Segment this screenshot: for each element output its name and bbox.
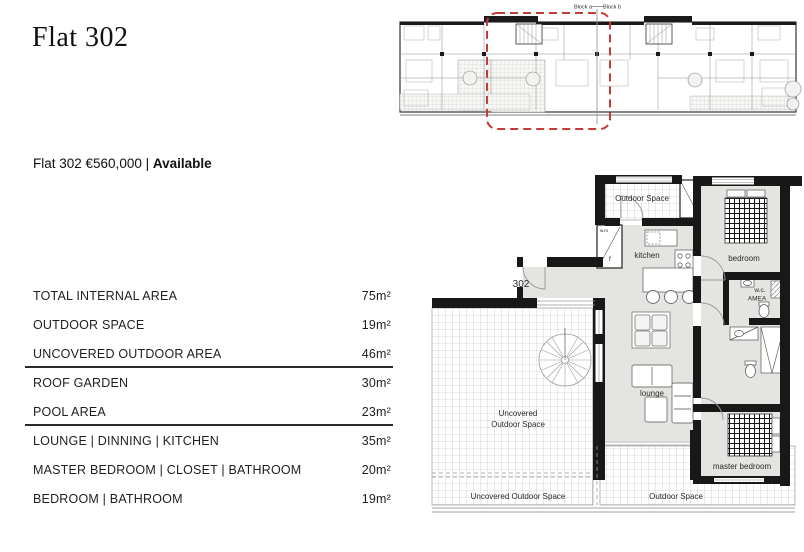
lounge-label: lounge (639, 389, 665, 398)
master-bed (728, 414, 780, 456)
uncovered-outdoor-bottom-label: Uncovered Outdoor Space (470, 492, 566, 501)
price-line (33, 156, 212, 171)
flat-302-floor-plan (424, 168, 802, 514)
outdoor-space-bottom-label: Outdoor Space (649, 492, 703, 501)
spec-divider (25, 366, 393, 368)
overview-building (400, 16, 801, 115)
spec-value: 30m² (361, 375, 391, 390)
spec-row-outdoor-space (25, 310, 393, 339)
spec-value: 35m² (361, 433, 391, 448)
unit-number-label: 302 (512, 279, 530, 290)
spec-label: BEDROOM | BATHROOM (33, 491, 183, 506)
spec-label: UNCOVERED OUTDOOR AREA (33, 346, 222, 361)
spec-label: LOUNGE | DINNING | KITCHEN (33, 433, 220, 448)
wc-label: w.c. (754, 287, 766, 294)
dining-table (632, 312, 670, 348)
spec-row-roof-garden (25, 368, 393, 397)
spec-row-total-internal (25, 281, 393, 310)
spec-row-pool-area (25, 397, 393, 426)
spec-value: 19m² (361, 317, 391, 332)
washing-machine-label: w.m (600, 228, 609, 233)
spec-row-bedroom-bathroom (25, 484, 393, 513)
uncovered-outdoor-label-line1: Uncovered (498, 409, 538, 418)
spec-value: 19m² (361, 491, 391, 506)
price-text: Flat 302 €560,000 | (33, 156, 153, 171)
availability-badge: Available (152, 156, 212, 171)
bedroom-label: bedroom (728, 254, 760, 263)
spec-value: 20m² (361, 462, 391, 477)
kitchen-label: kitchen (634, 251, 660, 260)
spec-row-lounge-kitchen (25, 426, 393, 455)
fridge-label: f (609, 256, 611, 263)
bedroom-bed (725, 190, 767, 243)
master-bedroom-label: master bedroom (712, 462, 772, 471)
spec-label: TOTAL INTERNAL AREA (33, 288, 178, 303)
spec-divider (25, 424, 393, 426)
spec-label: ROOF GARDEN (33, 375, 129, 390)
spec-label: OUTDOOR SPACE (33, 317, 145, 332)
building-overview-plan (396, 0, 804, 140)
spec-row-uncovered-outdoor (25, 339, 393, 368)
spec-value: 75m² (361, 288, 391, 303)
spec-value: 23m² (361, 404, 391, 419)
outdoor-space-top-label: Outdoor Space (615, 194, 669, 203)
block-b-label: Block b (602, 4, 622, 11)
spec-label: MASTER BEDROOM | CLOSET | BATHROOM (33, 462, 302, 477)
spec-row-master-bedroom (25, 455, 393, 484)
page-title: Flat 302 (32, 22, 129, 53)
spec-value: 46m² (361, 346, 391, 361)
kitchen-stools (647, 291, 696, 304)
spec-label: POOL AREA (33, 404, 106, 419)
uncovered-outdoor-label-line2: Outdoor Space (491, 420, 545, 429)
amea-label: AMEA (747, 295, 767, 303)
spec-table (25, 281, 393, 513)
block-a-label: Block a (573, 4, 593, 11)
